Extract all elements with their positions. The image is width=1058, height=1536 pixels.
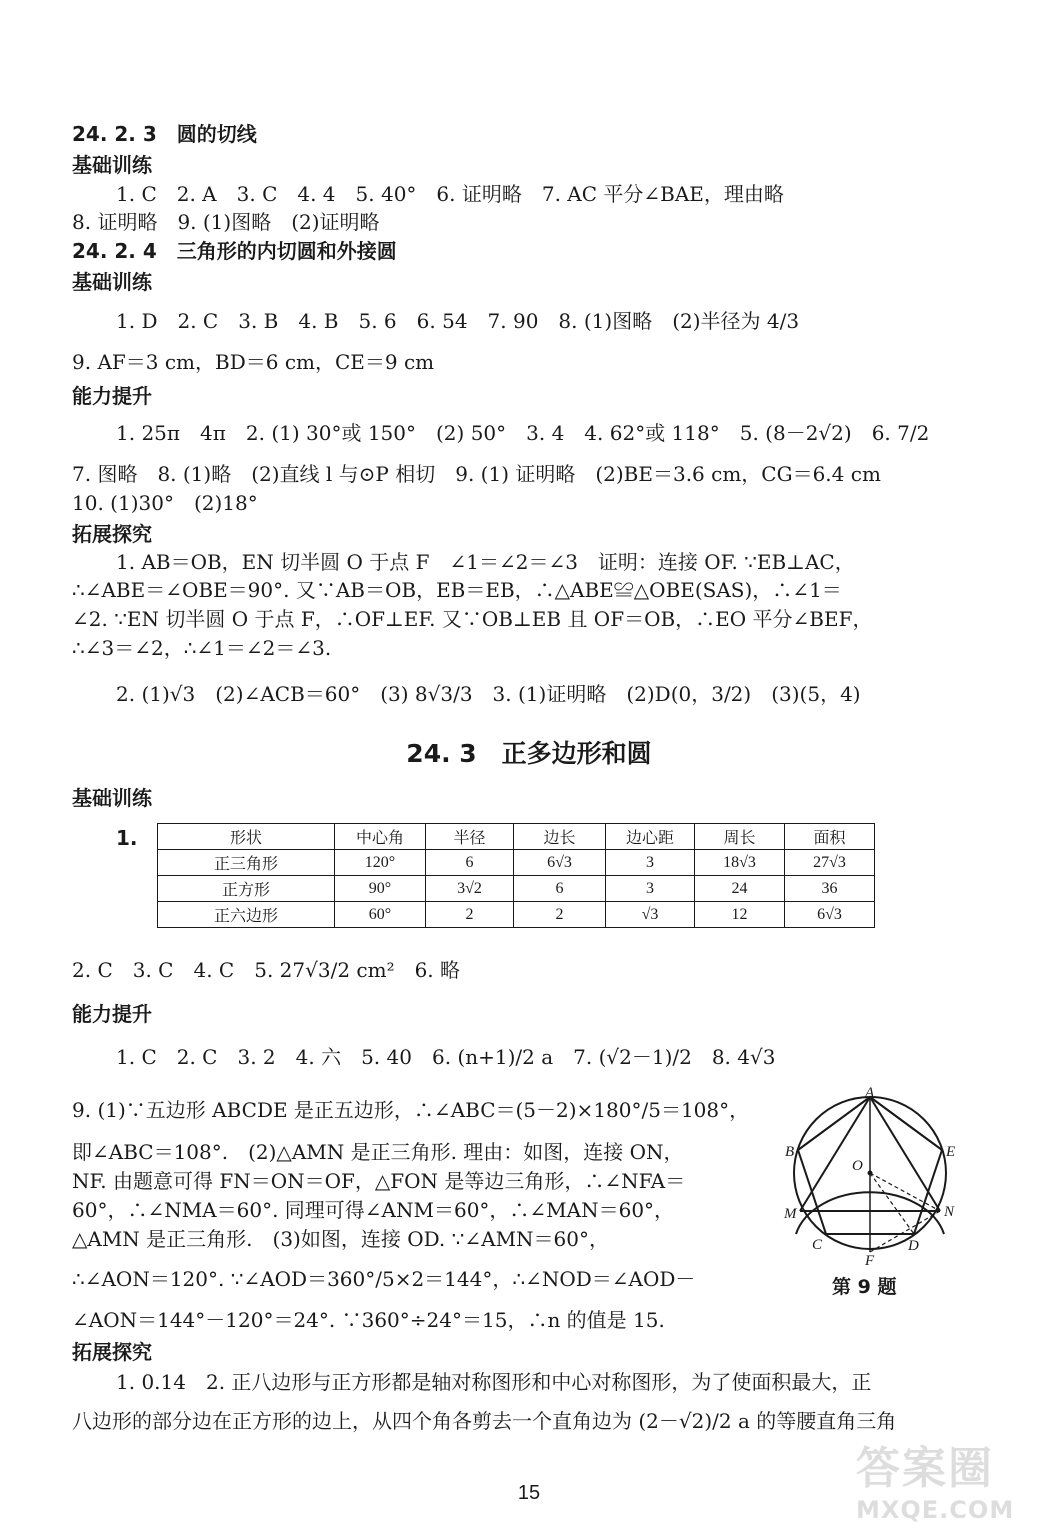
answer-line: 1. C 2. C 3. 2 4. 六 5. 40 6. (n+1)/2 a 7. (√2－1)/2 8. 4√3 xyxy=(116,1045,776,1069)
proof-line: △AMN 是正三角形. (3)如图，连接 OD. ∵∠AMN＝60°， xyxy=(72,1227,609,1251)
answer-line: 9. AF＝3 cm，BD＝6 cm，CE＝9 cm xyxy=(72,350,435,374)
proof-line: ∴∠AON＝120°. ∵∠AOD＝360°/5×2＝144°，∴∠NOD＝∠AOD－ xyxy=(72,1267,696,1291)
table-cell: 90° xyxy=(335,876,426,902)
table-cell: 正方形 xyxy=(158,876,335,902)
label-d: D xyxy=(908,1238,919,1254)
table-cell: 27√3 xyxy=(785,850,875,876)
table-row xyxy=(158,850,875,876)
table-cell: 24 xyxy=(695,876,785,902)
subheading-explore: 拓展探究 xyxy=(72,1340,152,1364)
segment-am xyxy=(800,1097,870,1211)
label-n: N xyxy=(944,1204,955,1220)
table-cell: 120° xyxy=(335,850,426,876)
answer-line: 1. 0.14 2. 正八边形与正方形都是轴对称图形和中心对称图形，为了使面积最大，正 xyxy=(116,1370,872,1394)
answer-line: 2. C 3. C 4. C 5. 27√3/2 cm² 6. 略 xyxy=(72,958,461,982)
watermark-text: 答案圈 xyxy=(856,1443,994,1494)
label-o: O xyxy=(852,1158,863,1174)
watermark-url: MXQE.COM xyxy=(856,1496,1015,1524)
proof-line: ∠AON＝144°－120°＝24°. ∵360°÷24°＝15，∴n 的值是 15. xyxy=(72,1308,665,1332)
table-cell: 6√3 xyxy=(514,850,606,876)
table-header-cell: 中心角 xyxy=(335,824,426,850)
table-cell: 2 xyxy=(514,902,606,928)
proof-line: 1. AB＝OB，EN 切半圆 O 于点 F ∠1＝∠2＝∠3 证明：连接 OF. ∵EB⊥AC， xyxy=(116,550,855,574)
answer-line: 1. 25π 4π 2. (1) 30°或 150° (2) 50° 3. 4 4. 62°或 118° 5. (8－2√2) 6. 7/2 xyxy=(116,421,930,445)
table-header-cell: 形状 xyxy=(158,824,335,850)
proof-line: 9. (1)∵五边形 ABCDE 是正五边形，∴∠ABC＝(5－2)×180°/5＝108°， xyxy=(72,1098,750,1122)
proof-line: ∠2. ∵EN 切半圆 O 于点 F，∴OF⊥EF. 又∵OB⊥EB 且 OF＝OB，∴EO 平分∠BEF， xyxy=(72,607,873,631)
dashed-segment-od xyxy=(870,1173,914,1234)
table-header-cell: 半径 xyxy=(426,824,514,850)
answer-line: 8. 证明略 9. (1)图略 (2)证明略 xyxy=(72,210,380,234)
subheading-ability: 能力提升 xyxy=(72,384,152,408)
section-title: 24. 3 正多边形和圆 xyxy=(406,739,652,768)
subheading-basic: 基础训练 xyxy=(72,153,152,177)
subheading-basic: 基础训练 xyxy=(72,786,152,810)
table-cell: 6√3 xyxy=(785,902,875,928)
subheading-basic: 基础训练 xyxy=(72,270,152,294)
figure-caption: 第 9 题 xyxy=(832,1276,897,1298)
table-cell: 正三角形 xyxy=(158,850,335,876)
watermark-logo xyxy=(856,1432,1052,1528)
table-cell: √3 xyxy=(606,902,695,928)
section-heading: 24. 2. 4 三角形的内切圆和外接圆 xyxy=(72,239,397,263)
label-c: C xyxy=(812,1237,823,1253)
table-cell: 3 xyxy=(606,850,695,876)
label-b: B xyxy=(785,1144,795,1160)
answer-line: 10. (1)30° (2)18° xyxy=(72,491,258,515)
subheading-explore: 拓展探究 xyxy=(72,522,152,546)
subheading-ability: 能力提升 xyxy=(72,1002,152,1026)
table-header-cell: 边长 xyxy=(514,824,606,850)
proof-line: 即∠ABC＝108°. (2)△AMN 是正三角形. 理由：如图，连接 ON， xyxy=(72,1140,684,1164)
pentagon-circle-figure xyxy=(776,1086,972,1268)
answer-line: 1. C 2. A 3. C 4. 4 5. 40° 6. 证明略 7. AC 平分∠BAE，理由略 xyxy=(116,182,784,206)
section-heading: 24. 2. 3 圆的切线 xyxy=(72,122,257,146)
table-header-cell: 周长 xyxy=(695,824,785,850)
answer-line: 八边形的部分边在正方形的边上，从四个角各剪去一个直角边为 (2－√2)/2 a 的等腰直角三角 xyxy=(72,1409,897,1433)
table-cell: 60° xyxy=(335,902,426,928)
table-cell: 6 xyxy=(426,850,514,876)
table-cell: 12 xyxy=(695,902,785,928)
label-e: E xyxy=(946,1144,956,1160)
proof-line: NF. 由题意可得 FN＝ON＝OF，△FON 是等边三角形，∴∠NFA＝ xyxy=(72,1169,686,1193)
table-cell: 36 xyxy=(785,876,875,902)
polygon-table xyxy=(157,823,875,928)
page-number: 15 xyxy=(517,1482,541,1504)
answer-line: 2. (1)√3 (2)∠ACB＝60° (3) 8√3/3 3. (1)证明略 (2)D(0，3/2) (3)(5，4) xyxy=(116,682,861,706)
dashed-segment-fn xyxy=(870,1211,940,1252)
table-cell: 3 xyxy=(606,876,695,902)
table-header-row xyxy=(158,824,875,850)
segment-an xyxy=(870,1097,940,1211)
table-header-cell: 面积 xyxy=(785,824,875,850)
proof-line: 60°，∴∠NMA＝60°. 同理可得∠ANM＝60°，∴∠MAN＝60°， xyxy=(72,1198,675,1222)
question-number: 1. xyxy=(116,826,138,850)
label-a: A xyxy=(865,1086,875,1101)
proof-line: ∴∠3＝∠2，∴∠1＝∠2＝∠3. xyxy=(72,636,332,660)
table-cell: 3√2 xyxy=(426,876,514,902)
answer-line: 7. 图略 8. (1)略 (2)直线 l 与⊙P 相切 9. (1) 证明略 (2)BE＝3.6 cm，CG＝6.4 cm xyxy=(72,462,881,486)
label-f: F xyxy=(865,1253,875,1268)
table-header-cell: 边心距 xyxy=(606,824,695,850)
center-point xyxy=(868,1171,873,1176)
table-cell: 6 xyxy=(514,876,606,902)
proof-line: ∴∠ABE＝∠OBE＝90°. 又∵AB＝OB，EB＝EB，∴△ABE≌△OBE(SAS)，∴∠1＝ xyxy=(72,578,842,602)
table-cell: 2 xyxy=(426,902,514,928)
table-cell: 18√3 xyxy=(695,850,785,876)
label-m: M xyxy=(784,1206,797,1222)
answer-line: 1. D 2. C 3. B 4. B 5. 6 6. 54 7. 90 8. (1)图略 (2)半径为 4/3 xyxy=(116,309,800,333)
table-row xyxy=(158,876,875,902)
table-row xyxy=(158,902,875,928)
table-cell: 正六边形 xyxy=(158,902,335,928)
